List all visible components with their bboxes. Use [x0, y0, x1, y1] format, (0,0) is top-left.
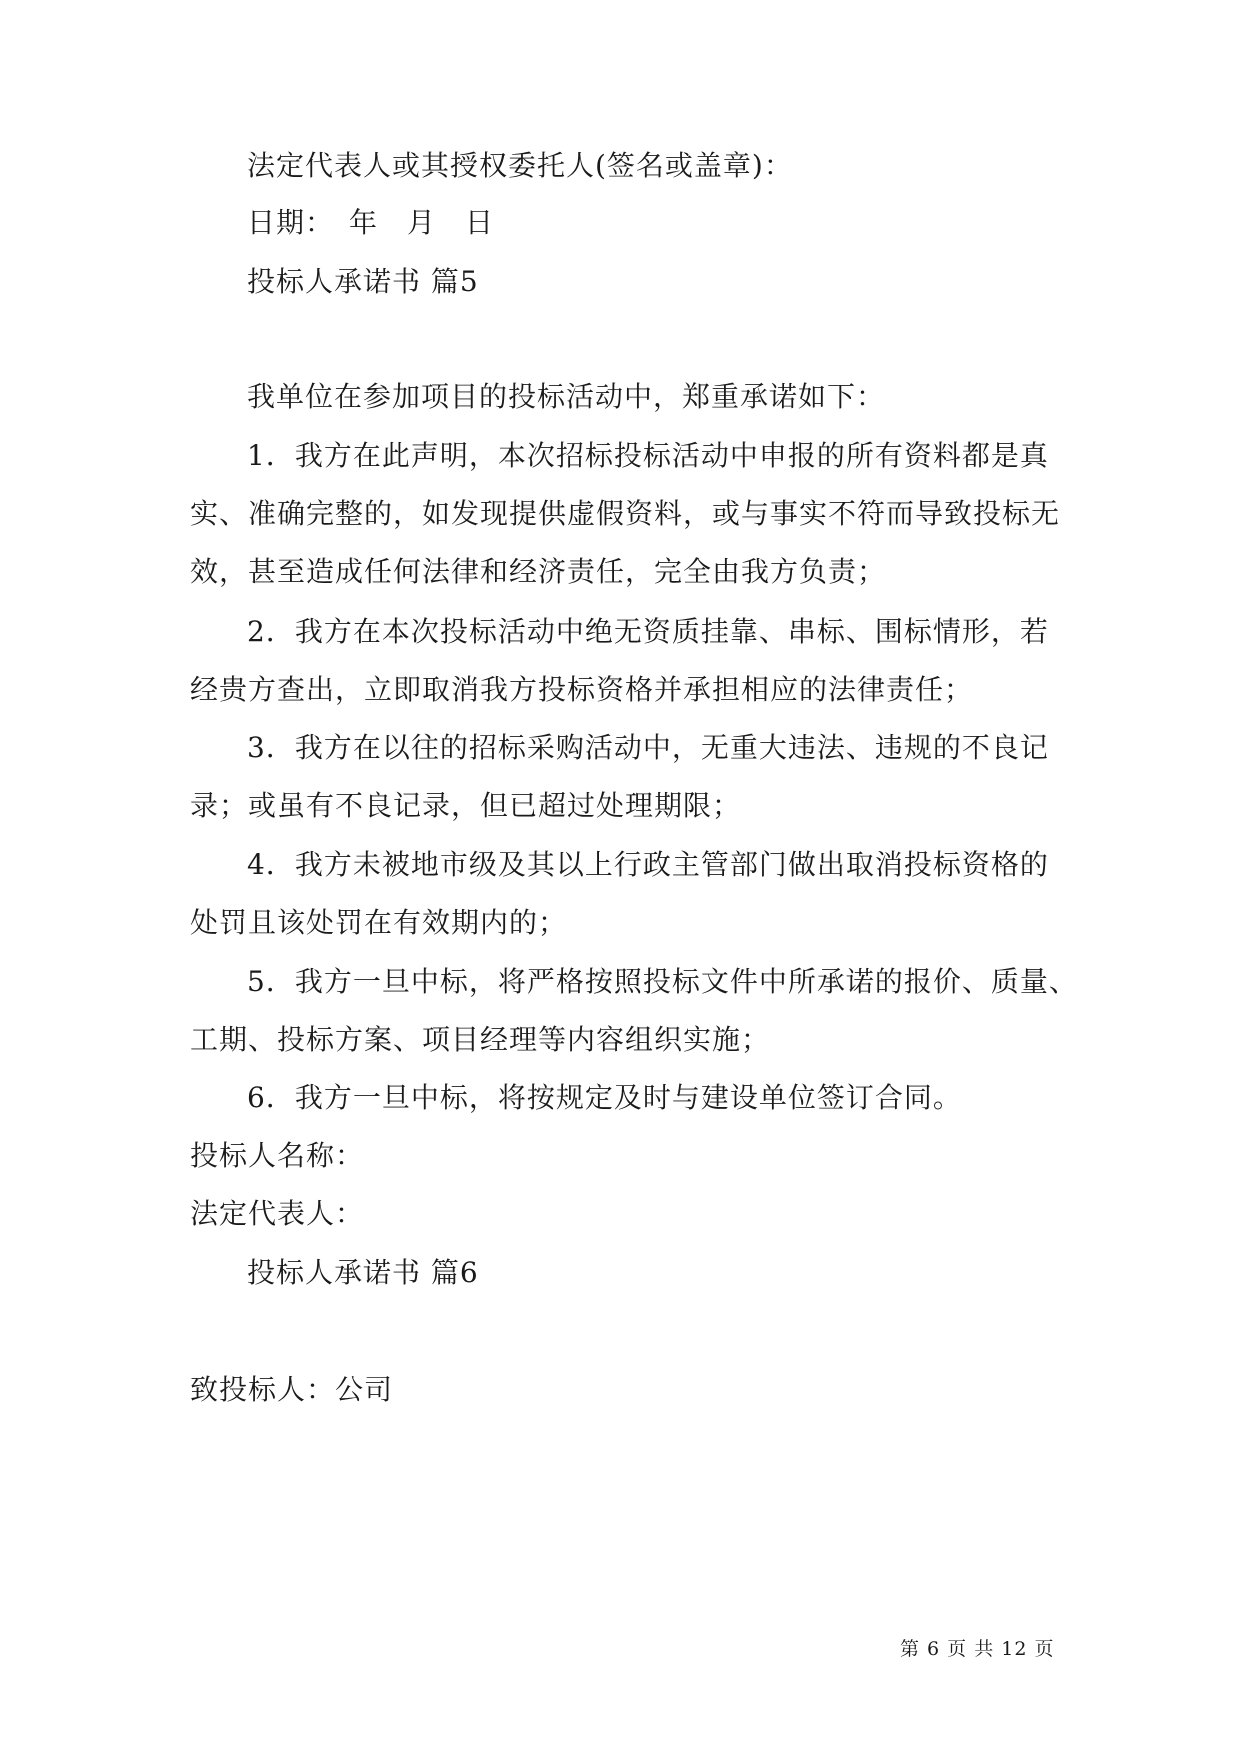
item-3-line-2: 录；或虽有不良记录，但已超过处理期限；	[190, 789, 742, 822]
page-number-footer: 第 6 页 共 12 页	[900, 1638, 1055, 1660]
representative-signature-line: 法定代表人或其授权委托人(签名或盖章)：	[247, 149, 793, 182]
item-2-line-2: 经贵方查出，立即取消我方投标资格并承担相应的法律责任；	[190, 673, 974, 706]
date-line: 日期： 年 月 日	[247, 206, 495, 239]
item-5-line-1: 5．我方一旦中标，将严格按照投标文件中所承诺的报价、质量、	[247, 965, 1078, 998]
section-6-heading: 投标人承诺书 篇6	[247, 1256, 479, 1289]
bidder-name-label: 投标人名称：	[190, 1139, 365, 1172]
item-4-line-1: 4．我方未被地市级及其以上行政主管部门做出取消投标资格的	[247, 848, 1049, 881]
item-5-line-2: 工期、投标方案、项目经理等内容组织实施；	[190, 1023, 771, 1056]
section-5-intro: 我单位在参加项目的投标活动中，郑重承诺如下：	[247, 380, 886, 413]
legal-representative-label: 法定代表人：	[190, 1197, 365, 1230]
item-1-line-2: 实、准确完整的，如发现提供虚假资料，或与事实不符而导致投标无	[190, 497, 1061, 530]
item-6-line: 6．我方一旦中标，将按规定及时与建设单位签订合同。	[247, 1081, 962, 1114]
item-1-line-3: 效，甚至造成任何法律和经济责任，完全由我方负责；	[190, 555, 887, 588]
item-2-line-1: 2．我方在本次投标活动中绝无资质挂靠、串标、围标情形，若	[247, 615, 1049, 648]
item-4-line-2: 处罚且该处罚在有效期内的；	[190, 906, 568, 939]
section-5-heading: 投标人承诺书 篇5	[247, 265, 479, 298]
item-1-line-1: 1．我方在此声明，本次招标投标活动中申报的所有资料都是真	[247, 439, 1049, 472]
item-3-line-1: 3．我方在以往的招标采购活动中，无重大违法、违规的不良记	[247, 731, 1049, 764]
section-6-addressee: 致投标人：公司	[190, 1373, 394, 1406]
